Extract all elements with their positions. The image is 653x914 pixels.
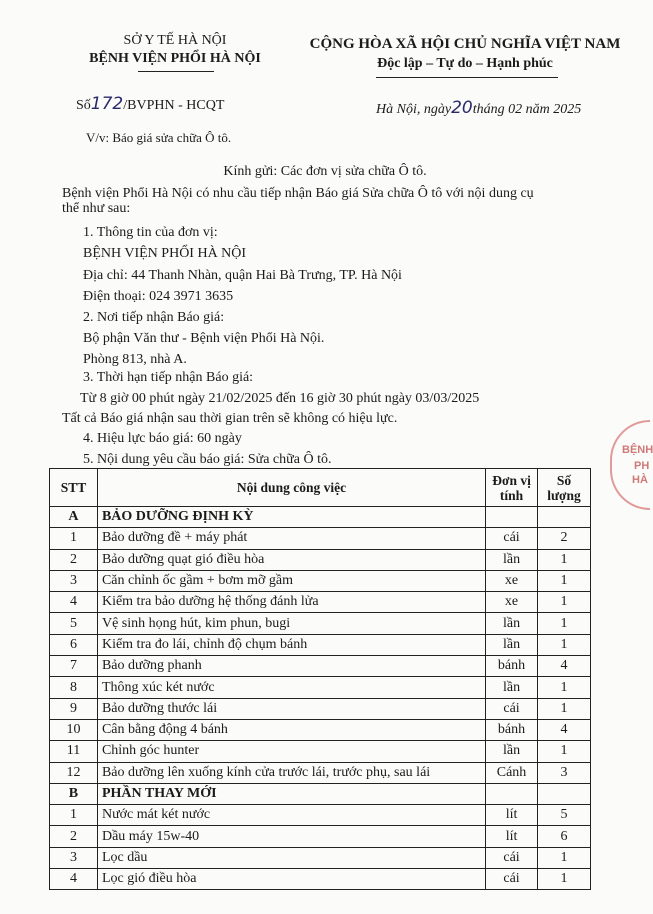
- cell-stt: 11: [50, 741, 98, 762]
- receiving-place: Bộ phận Văn thư - Bệnh viện Phổi Hà Nội.: [83, 331, 325, 346]
- cell-unit: bánh: [486, 656, 538, 677]
- table-row: [50, 847, 591, 868]
- table-row: [50, 741, 591, 762]
- section-code: B: [50, 783, 98, 804]
- cell-unit: xe: [486, 570, 538, 591]
- cell-qty: 1: [538, 847, 591, 868]
- unit-name: BỆNH VIỆN PHỔI HÀ NỘI: [83, 246, 247, 261]
- intro-line-1: Bệnh viện Phổi Hà Nội có nhu cầu tiếp nhận Báo giá Sửa chữa Ô tô với nội dung cụ: [62, 186, 534, 201]
- cell-stt: 1: [50, 805, 98, 826]
- cell-name: Thông xúc két nước: [97, 677, 485, 698]
- header-content: Nội dung công việc: [97, 469, 485, 507]
- cell-qty: 4: [538, 656, 591, 677]
- intro-line-2: thể như sau:: [62, 201, 131, 216]
- cell-name: Kiểm tra đo lái, chỉnh độ chụm bánh: [97, 634, 485, 655]
- unit-phone: Điện thoại: 024 3971 3635: [83, 289, 234, 304]
- cell-stt: 3: [50, 570, 98, 591]
- doc-subject: V/v: Báo giá sửa chữa Ô tô.: [86, 130, 232, 145]
- section-2-title: 2. Nơi tiếp nhận Báo giá:: [83, 310, 225, 325]
- red-stamp: [610, 420, 653, 510]
- cell-name: Bảo dưỡng đề + máy phát: [97, 528, 485, 549]
- receiving-room: Phòng 813, nhà A.: [83, 352, 187, 367]
- greeting: Kính gửi: Các đơn vị sửa chữa Ô tô.: [223, 164, 427, 179]
- cell-qty: 1: [538, 592, 591, 613]
- cell-qty: [538, 507, 591, 528]
- doc-number-handwritten: 172: [90, 94, 124, 114]
- cell-qty: 5: [538, 805, 591, 826]
- cell-name: Chỉnh góc hunter: [97, 741, 485, 762]
- table-row: [50, 570, 591, 591]
- cell-name: Cân bằng động 4 bánh: [97, 719, 485, 740]
- table-row: [50, 869, 591, 890]
- table-row: [50, 528, 591, 549]
- table-row: [50, 656, 591, 677]
- cell-unit: cái: [486, 698, 538, 719]
- cell-qty: 6: [538, 826, 591, 847]
- cell-stt: 4: [50, 592, 98, 613]
- table-row: [50, 634, 591, 655]
- section-title: PHẦN THAY MỚI: [97, 783, 485, 804]
- table-header-row: [50, 469, 591, 507]
- cell-name: Bảo dưỡng quạt gió điều hòa: [97, 549, 485, 570]
- cell-unit: Cánh: [486, 762, 538, 783]
- cell-unit: cái: [486, 869, 538, 890]
- cell-unit: lần: [486, 741, 538, 762]
- deadline-time: Từ 8 giờ 00 phút ngày 21/02/2025 đến 16 giờ 30 phút ngày 03/03/2025: [80, 391, 480, 406]
- cell-qty: 1: [538, 549, 591, 570]
- cell-stt: 12: [50, 762, 98, 783]
- quote-table: [49, 468, 591, 890]
- cell-name: Dầu máy 15w-40: [97, 826, 485, 847]
- table-row: [50, 826, 591, 847]
- cell-stt: 1: [50, 528, 98, 549]
- stamp-text-3: HÀ: [632, 474, 648, 486]
- header-qty: Số lượng: [538, 469, 591, 507]
- cell-name: Lọc gió điều hòa: [97, 869, 485, 890]
- section-code: A: [50, 507, 98, 528]
- cell-stt: 7: [50, 656, 98, 677]
- agency-name: SỞ Y TẾ HÀ NỘI: [123, 33, 227, 48]
- cell-qty: 1: [538, 698, 591, 719]
- header-unit: Đơn vị tính: [486, 469, 538, 507]
- table-row: [50, 613, 591, 634]
- cell-stt: 4: [50, 869, 98, 890]
- hospital-name: BỆNH VIỆN PHỔI HÀ NỘI: [89, 51, 261, 66]
- doc-number-suffix: /BVPHN - HCQT: [123, 98, 225, 113]
- section-1-title: 1. Thông tin của đơn vị:: [83, 225, 218, 240]
- cell-stt: 6: [50, 634, 98, 655]
- cell-qty: 1: [538, 634, 591, 655]
- cell-unit: lít: [486, 826, 538, 847]
- cell-unit: lít: [486, 805, 538, 826]
- header-left-underline: [138, 71, 214, 72]
- table-row: [50, 698, 591, 719]
- header-right-underline: [376, 77, 558, 78]
- cell-unit: [486, 507, 538, 528]
- national-title: CỘNG HÒA XÃ HỘI CHỦ NGHĨA VIỆT NAM: [309, 36, 621, 52]
- doc-date: [376, 98, 581, 118]
- cell-stt: 3: [50, 847, 98, 868]
- table-row: [50, 719, 591, 740]
- cell-unit: lần: [486, 613, 538, 634]
- cell-stt: 8: [50, 677, 98, 698]
- cell-unit: lần: [486, 677, 538, 698]
- cell-unit: bánh: [486, 719, 538, 740]
- national-motto: Độc lập – Tự do – Hạnh phúc: [377, 56, 553, 71]
- stamp-text-2: PH: [634, 460, 650, 472]
- table-section-row: [50, 507, 591, 528]
- table-row: [50, 677, 591, 698]
- cell-qty: 3: [538, 762, 591, 783]
- cell-stt: 5: [50, 613, 98, 634]
- cell-qty: 1: [538, 570, 591, 591]
- cell-unit: [486, 783, 538, 804]
- cell-name: Bảo dưỡng lên xuống kính cửa trước lái, trước phụ, sau lái: [97, 762, 485, 783]
- section-4: 4. Hiệu lực báo giá: 60 ngày: [83, 431, 242, 446]
- header-stt: STT: [50, 469, 98, 507]
- cell-name: Bảo dưỡng phanh: [97, 656, 485, 677]
- cell-stt: 2: [50, 549, 98, 570]
- table-row: [50, 592, 591, 613]
- date-day-handwritten: 20: [451, 98, 473, 118]
- cell-stt: 2: [50, 826, 98, 847]
- date-prefix: Hà Nội, ngày: [376, 102, 452, 117]
- cell-qty: [538, 783, 591, 804]
- cell-qty: 1: [538, 677, 591, 698]
- cell-stt: 10: [50, 719, 98, 740]
- cell-qty: 2: [538, 528, 591, 549]
- cell-name: Kiểm tra bảo dưỡng hệ thống đánh lửa: [97, 592, 485, 613]
- cell-qty: 1: [538, 869, 591, 890]
- table-row: [50, 549, 591, 570]
- cell-unit: lần: [486, 549, 538, 570]
- stamp-text-1: BỆNH: [622, 444, 653, 456]
- section-title: BẢO DƯỠNG ĐỊNH KỲ: [97, 507, 485, 528]
- date-suffix: tháng 02 năm 2025: [472, 102, 582, 117]
- doc-number: [76, 94, 224, 114]
- unit-address: Địa chỉ: 44 Thanh Nhàn, quận Hai Bà Trưng, TP. Hà Nội: [83, 268, 402, 283]
- cell-name: Nước mát két nước: [97, 805, 485, 826]
- doc-number-prefix: Số: [76, 98, 91, 113]
- section-5: 5. Nội dung yêu cầu báo giá: Sửa chữa Ô tô.: [83, 452, 332, 467]
- cell-qty: 1: [538, 741, 591, 762]
- cell-unit: xe: [486, 592, 538, 613]
- section-3-title: 3. Thời hạn tiếp nhận Báo giá:: [83, 370, 254, 385]
- cell-name: Căn chỉnh ốc gầm + bơm mỡ gầm: [97, 570, 485, 591]
- table-section-row: [50, 783, 591, 804]
- cell-qty: 1: [538, 613, 591, 634]
- deadline-note: Tất cả Báo giá nhận sau thời gian trên sẽ không có hiệu lực.: [62, 411, 398, 426]
- cell-qty: 4: [538, 719, 591, 740]
- table-row: [50, 762, 591, 783]
- table-row: [50, 805, 591, 826]
- cell-name: Lọc dầu: [97, 847, 485, 868]
- cell-unit: cái: [486, 528, 538, 549]
- cell-unit: cái: [486, 847, 538, 868]
- cell-stt: 9: [50, 698, 98, 719]
- cell-name: Bảo dưỡng thước lái: [97, 698, 485, 719]
- cell-name: Vệ sinh họng hút, kim phun, bugi: [97, 613, 485, 634]
- cell-unit: lần: [486, 634, 538, 655]
